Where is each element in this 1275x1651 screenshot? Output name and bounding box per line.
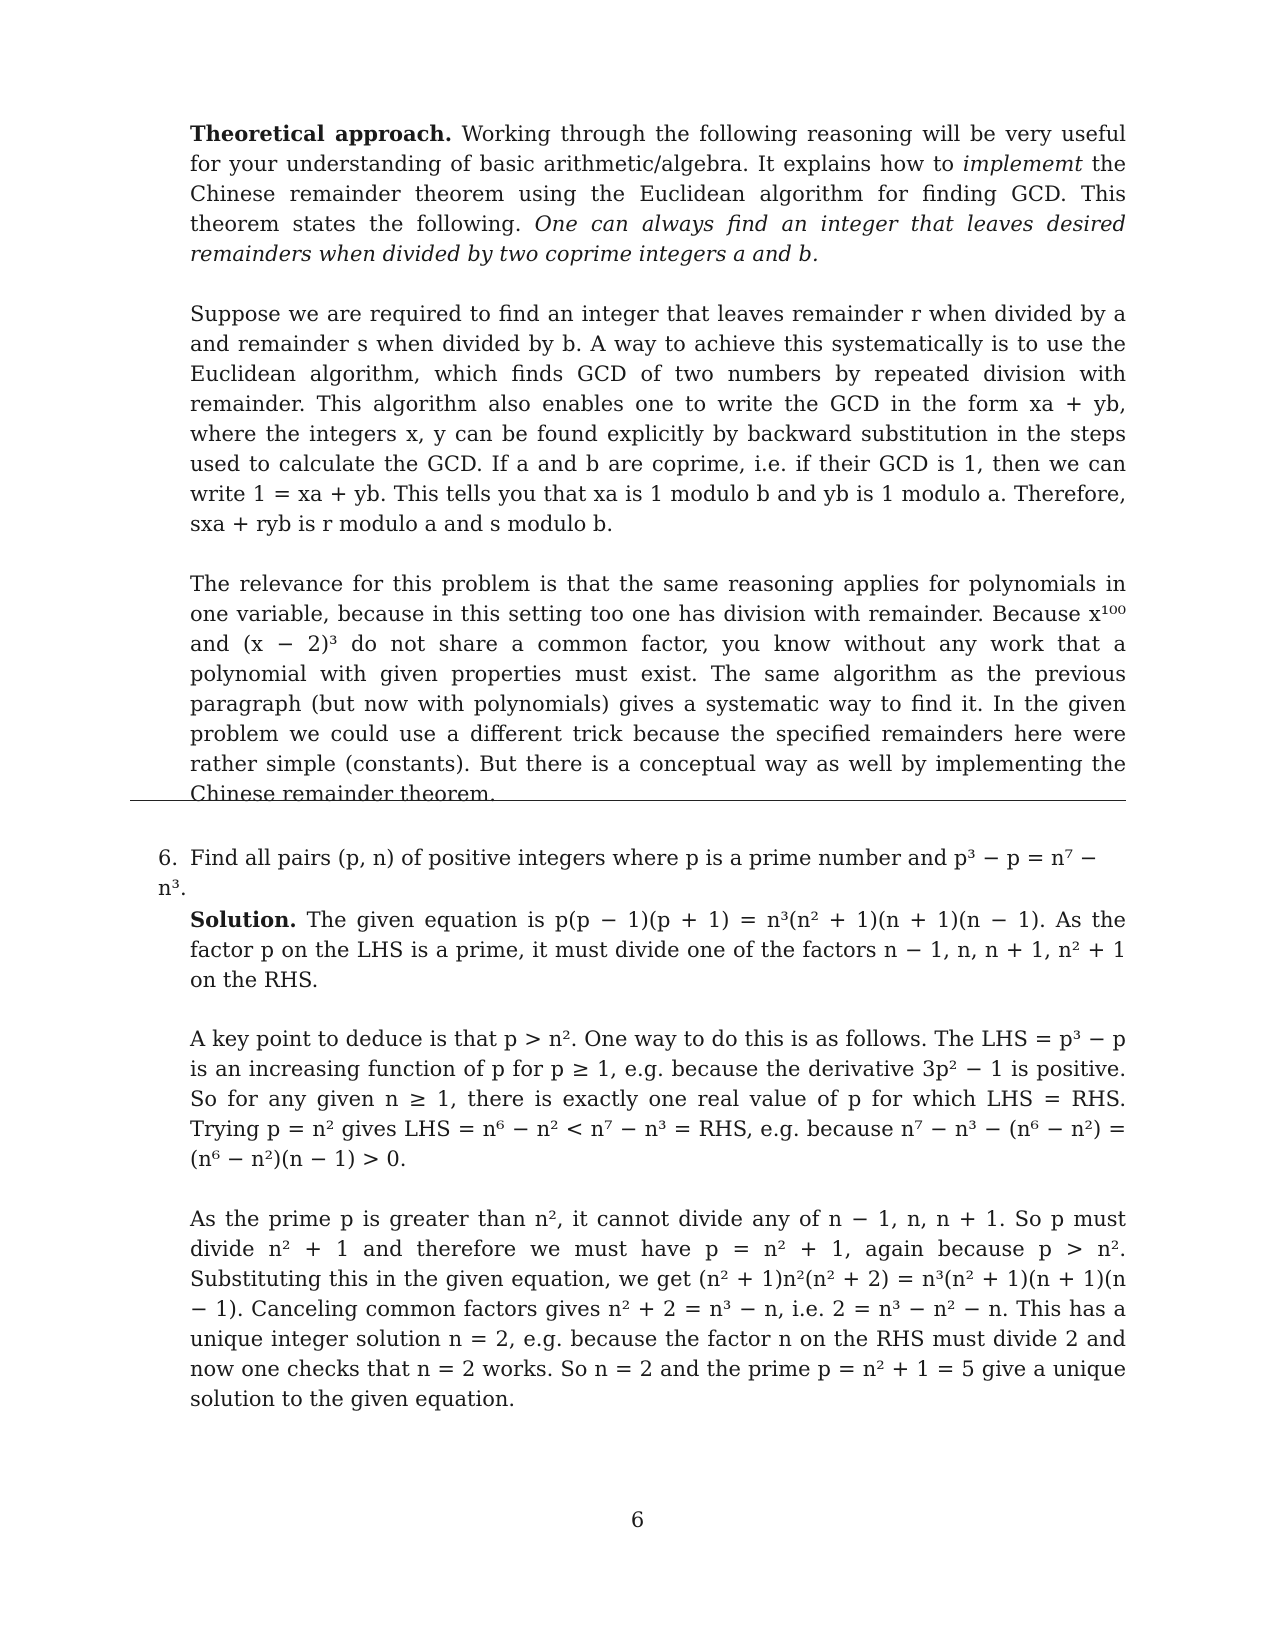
solution-paragraph-1	[190, 905, 1126, 995]
solution-paragraph-3: As the prime p is greater than n², it cannot divide any of n − 1, n, n + 1. So p must divide n² + 1 and therefore we must have p = n² + 1, again because p > n². Substituting this in the given equation, we get (n² + 1)n²(n² + 2) = n³(n² + 1)(n + 1)(n − 1). Canceling common factors gives n² + 2 = n³ − n, i.e. 2 = n³ − n² − n. This has a unique integer solution n = 2, e.g. because the factor n on the RHS must divide 2 and now one checks that n = 2 works. So n = 2 and the prime p = n² + 1 = 5 give a unique solution to the given equation.	[190, 1207, 1126, 1411]
theory-paragraph-2: Suppose we are required to find an integer that leaves remainder r when divided by a and remainder s when divided by b. A way to achieve this systematically is to use the Euclidean algorithm, which finds GCD of two numbers by repeated division with remainder. This algorithm also enables one to write the GCD in the form xa + yb, where the integers x, y can be found explicitly by backward substitution in the steps used to calculate the GCD. If a and b are coprime, i.e. if their GCD is 1, then we can write 1 = xa + yb. This tells you that xa is 1 modulo b and yb is 1 modulo a. Therefore, sxa + ryb is r modulo a and s modulo b.	[190, 302, 1126, 536]
section-divider	[130, 800, 1126, 801]
theory-p1-text-b: the Chinese remainder theorem using the Euclidean algorithm for finding GCD. This theorem states the following.	[190, 152, 1126, 236]
theory-p1-emphasis: implememt	[962, 152, 1083, 176]
theorem-statement: One can always find an integer that leaves desired remainders when divided by two coprime integers a and b.	[190, 212, 1127, 266]
problem-6	[158, 843, 1126, 903]
solution-p1-text: The given equation is p(p − 1)(p + 1) = n³(n² + 1)(n + 1)(n − 1). As the factor p on the LHS is a prime, it must divide one of the factors n − 1, n, n + 1, n² + 1 on the RHS.	[190, 908, 1126, 992]
solution-heading: Solution.	[190, 907, 297, 932]
theory-heading: Theoretical approach.	[190, 121, 453, 146]
theory-paragraph-1	[190, 119, 1126, 269]
theory-p1-text-a: Working through the following reasoning will be very useful for your understanding of basic arithmetic/algebra. It explains how to	[190, 122, 1126, 176]
solution-paragraph-2: A key point to deduce is that p > n². One way to do this is as follows. The LHS = p³ − p is an increasing function of p for p ≥ 1, e.g. because the derivative 3p² − 1 is positive. So for any given n ≥ 1, there is exactly one real value of p for which LHS = RHS. Trying p = n² gives LHS = n⁶ − n² < n⁷ − n³ = RHS, e.g. because n⁷ − n³ − (n⁶ − n²) = (n⁶ − n²)(n − 1) > 0.	[190, 1027, 1126, 1171]
problem-number: 6.	[158, 846, 179, 870]
page-number: 6	[630, 1508, 645, 1532]
problem-statement: Find all pairs (p, n) of positive integers where p is a prime number and p³ − p = n⁷ − n³.	[158, 846, 1098, 900]
theory-paragraph-3: The relevance for this problem is that the same reasoning applies for polynomials in one variable, because in this setting too one has division with remainder. Because x¹⁰⁰ and (x − 2)³ do not share a common factor, you know without any work that a polynomial with given properties must exist. The same algorithm as the previous paragraph (but now with polynomials) gives a systematic way to find it. In the given problem we could use a different trick because the specified remainders here were rather simple (constants). But there is a conceptual way as well by implementing the Chinese remainder theorem.	[190, 572, 1126, 806]
